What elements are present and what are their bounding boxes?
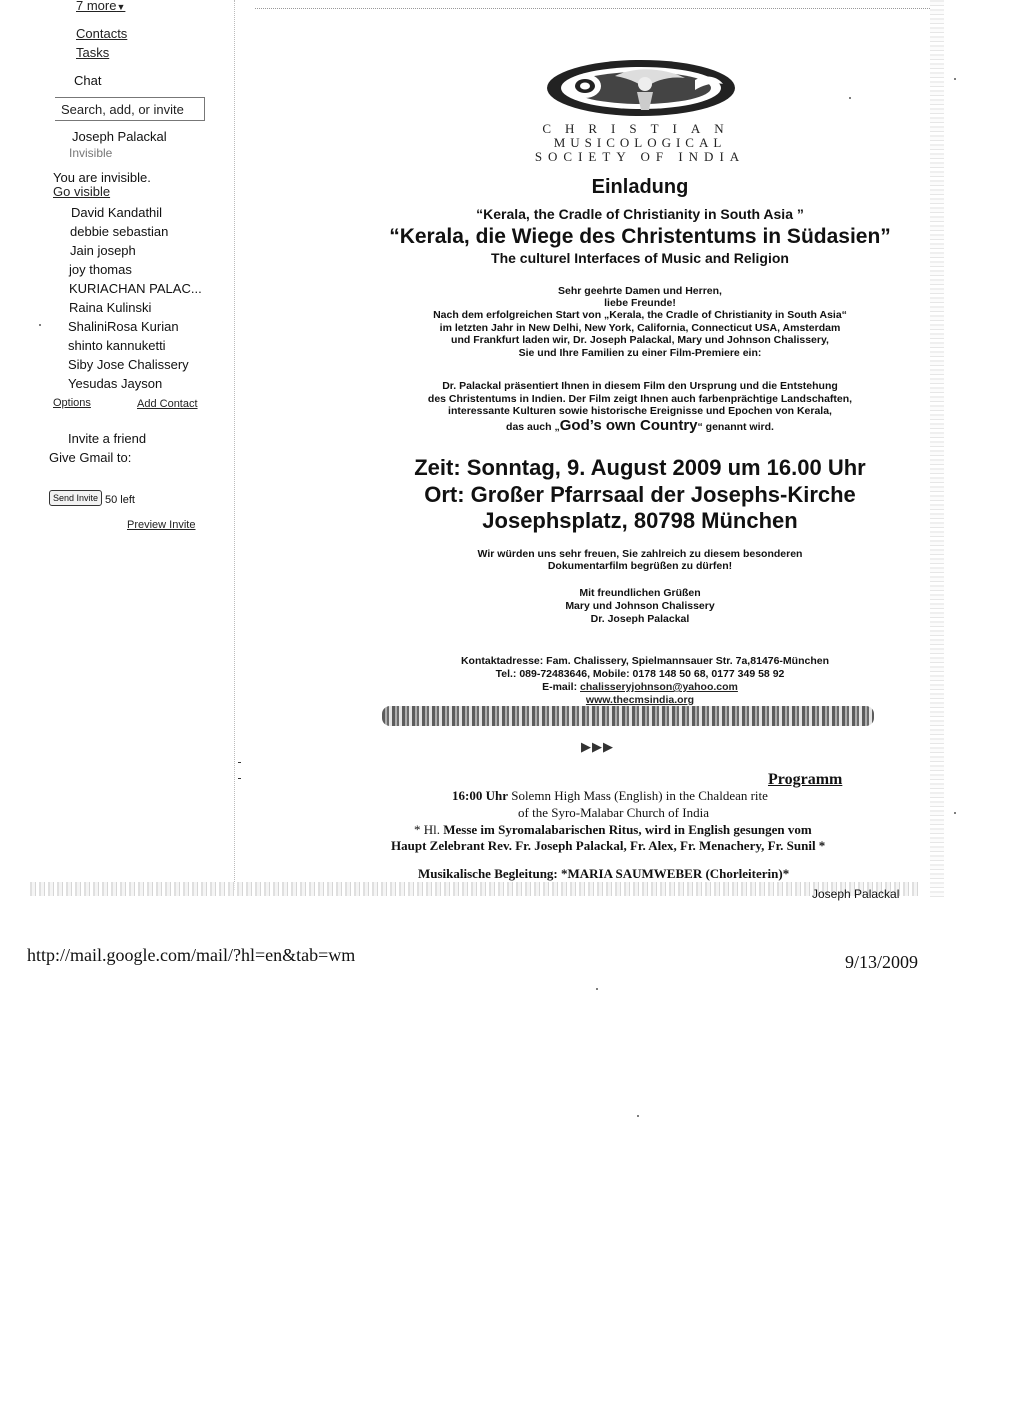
programm-heading: Programm (768, 771, 843, 788)
regards-line-1: Mit freundlichen Grüßen (579, 587, 701, 599)
contact-item[interactable]: Siby Jose Chalissery (68, 357, 189, 372)
film-line: des Christentums in Indien. Der Film zeigt Ihnen auch farbenprächtige Landschaften, (427, 392, 853, 405)
scan-speck (637, 1115, 639, 1117)
intro-line: Sie und Ihre Familien zu einer Film-Premiere ein: (518, 346, 762, 359)
programm-line-5: Musikalische Begleitung: *MARIA SAUMWEBER (Chorleiterin)* (418, 866, 790, 881)
gods-pre: das auch „ (506, 421, 560, 433)
regards-line-3: Dr. Joseph Palackal (590, 613, 690, 625)
greeting-line-1: Sehr geehrte Damen und Herren, (558, 285, 722, 297)
more-label: 7 more (76, 0, 117, 13)
play-arrows-icon: ▶▶▶ (581, 739, 614, 754)
chat-search-input[interactable]: Search, add, or invite (55, 97, 205, 121)
programm-line-4: Haupt Zelebrant Rev. Fr. Joseph Palackal, Fr. Alex, Fr. Menachery, Fr. Sunil * (391, 838, 826, 853)
invites-left-count: 50 left (105, 494, 135, 506)
invite-title: Einladung (591, 176, 689, 198)
scan-speck (954, 812, 956, 814)
regards-line-2: Mary und Johnson Chalissery (565, 600, 715, 612)
film-line: Dr. Palackal präsentiert Ihnen in diesem Film den Ursprung und die Entstehung (442, 380, 838, 392)
chat-options-link[interactable]: Options (53, 397, 91, 409)
subtitle-german: “Kerala, die Wiege des Christentums in Südasien” (389, 225, 891, 248)
chevron-down-icon: ▼ (116, 2, 126, 12)
print-footer-url: http://mail.google.com/mail/?hl=en&tab=wm (27, 945, 356, 965)
gods-own-country-line (370, 417, 910, 434)
gods-own-country: God’s own Country (559, 417, 698, 434)
film-paragraph (370, 380, 910, 418)
invisible-message: You are invisible. (53, 170, 151, 185)
subtitle-interfaces: The culturel Interfaces of Music and Religion (491, 250, 789, 266)
contact-item[interactable]: Raina Kulinski (69, 300, 152, 315)
current-user-name[interactable]: Joseph Palackal (72, 129, 167, 144)
email-label: E-mail: (542, 681, 581, 693)
scan-speck (849, 97, 851, 99)
contact-item[interactable]: Jain joseph (70, 243, 136, 258)
intro-line: und Frankfurt laden wir, Dr. Joseph Palackal, Mary und Johnson Chalissery, (451, 334, 829, 346)
gods-post: “ genannt wird. (697, 421, 774, 433)
contact-email-line (370, 681, 910, 694)
programm-line-3 (414, 822, 812, 838)
logo-line-1: CHRISTIAN (542, 121, 738, 136)
contact-address: Kontaktadresse: Fam. Chalissery, Spielmannsauer Str. 7a,81476-München (460, 655, 830, 667)
welcome-line-1: Wir würden uns sehr freuen, Sie zahlreich zu diesem besonderen (477, 548, 803, 560)
margin-mark (238, 778, 241, 779)
programm-line-1-rest: Solemn High Mass (English) in the Chaldean rite (507, 788, 768, 803)
preview-invite-link[interactable]: Preview Invite (127, 519, 196, 531)
programm-time: 16:00 Uhr (452, 788, 508, 803)
welcome-line-2: Dokumentarfilm begrüßen zu dürfen! (547, 560, 733, 572)
greeting-line-2: liebe Freunde! (604, 297, 676, 309)
contact-item[interactable]: Yesudas Jayson (68, 376, 163, 391)
event-place: Ort: Großer Pfarrsaal der Josephs-Kirche (424, 482, 856, 507)
contact-item[interactable]: debbie sebastian (70, 224, 169, 239)
programm-line-3-pre: * Hl. (414, 822, 444, 837)
ornamental-border (382, 706, 874, 726)
contact-phone: Tel.: 089-72483646, Mobile: 0178 148 50 68, 0177 349 58 92 (495, 668, 785, 680)
more-labels-link[interactable] (76, 0, 125, 13)
scan-speck (596, 988, 598, 990)
add-contact-link[interactable]: Add Contact (137, 398, 198, 410)
logo-line-3: SOCIETY OF INDIA (534, 149, 746, 164)
contact-item[interactable]: joy thomas (69, 262, 132, 277)
intro-line: im letzten Jahr in New Delhi, New York, California, Connecticut USA, Amsterdam (439, 321, 841, 334)
contact-item[interactable]: shinto kannuketti (68, 338, 166, 353)
programm-line-1 (452, 788, 768, 804)
scan-speck (954, 78, 956, 80)
tasks-link[interactable]: Tasks (76, 45, 110, 60)
give-gmail-label: Give Gmail to: (49, 450, 132, 465)
contacts-link[interactable]: Contacts (76, 26, 128, 41)
chat-heading: Chat (74, 73, 102, 88)
subtitle-english: “Kerala, the Cradle of Christianity in South Asia ” (476, 206, 804, 222)
contact-item[interactable]: KURIACHAN PALAC... (69, 281, 202, 296)
scan-edge-bottom (30, 882, 920, 896)
website-link[interactable]: www.thecmsindia.org (585, 694, 695, 706)
film-line: interessante Kulturen sowie historische Ereignisse und Epochen von Kerala, (448, 405, 832, 417)
send-invite-button[interactable]: Send Invite (49, 490, 102, 506)
go-visible-link[interactable]: Go visible (53, 184, 111, 199)
logo-line-2: MUSICOLOGICAL (553, 135, 727, 150)
margin-mark (238, 762, 241, 763)
website-line (370, 694, 910, 707)
invite-friend-heading: Invite a friend (68, 431, 147, 446)
programm-line-2: of the Syro-Malabar Church of India (518, 805, 709, 820)
scan-speck (39, 324, 41, 326)
event-time: Zeit: Sonntag, 9. August 2009 um 16.00 Uhr (414, 455, 866, 480)
contact-item[interactable]: David Kandathil (71, 205, 163, 220)
intro-line: Nach dem erfolgreichen Start von „Kerala, the Cradle of Christianity in South Asia“ (433, 309, 847, 321)
event-address: Josephsplatz, 80798 München (482, 508, 798, 533)
angel-emblem-icon (545, 58, 745, 120)
intro-paragraph (370, 309, 910, 359)
top-rule (255, 8, 930, 10)
footer-signature: Joseph Palackal (812, 887, 900, 901)
cms-logo (545, 58, 745, 120)
current-user-status[interactable]: Invisible (69, 146, 113, 160)
programm-line-3-rest: Messe im Syromalabarischen Ritus, wird in English gesungen vom (443, 822, 812, 837)
scan-edge-right (930, 0, 944, 900)
page-divider (234, 0, 236, 890)
contact-item[interactable]: ShaliniRosa Kurian (68, 319, 179, 334)
print-footer-date: 9/13/2009 (845, 952, 919, 972)
logo-wordmark (370, 122, 910, 164)
email-link[interactable]: chalisseryjohnson@yahoo.com (580, 681, 738, 693)
